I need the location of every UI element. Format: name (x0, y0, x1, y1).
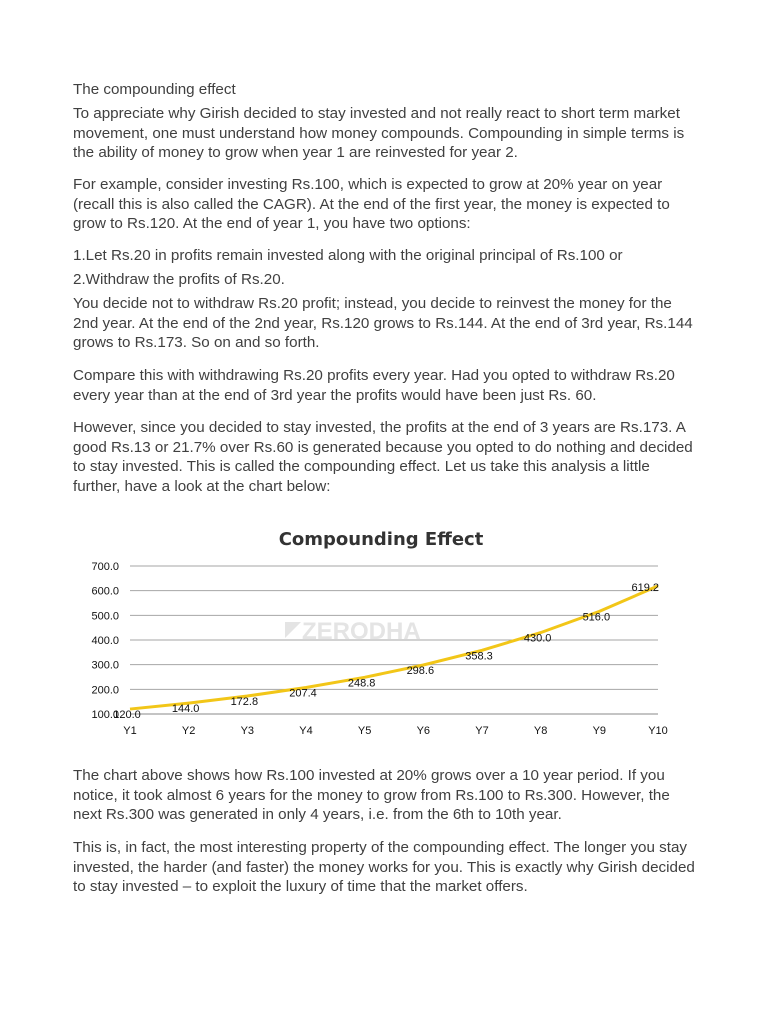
y-tick-label: 300.0 (91, 659, 119, 672)
x-tick-label: Y2 (181, 725, 196, 737)
data-label: 144.0 (171, 703, 200, 716)
data-label: 120.0 (113, 709, 141, 722)
x-axis-ticks (123, 725, 668, 737)
data-label: 516.0 (582, 611, 611, 624)
chart-title: Compounding Effect (278, 529, 484, 550)
zerodha-watermark (285, 618, 421, 645)
y-tick-label: 200.0 (91, 684, 119, 697)
zerodha-logo-icon (285, 622, 301, 638)
paragraph-4: Compare this with withdrawing Rs.20 profits every year. Had you opted to withdraw Rs.20 every year than at the end of 3rd year the profits would have been just Rs. 60. (73, 367, 675, 404)
y-tick-label: 100.0 (91, 709, 119, 721)
x-tick-label: Y5 (357, 725, 372, 737)
data-label: 172.8 (230, 696, 259, 709)
data-label: 619.2 (631, 581, 659, 594)
data-label: 248.8 (347, 677, 376, 690)
data-label: 298.6 (406, 665, 435, 678)
option-1: 1.Let Rs.20 in profits remain invested along with the original principal of Rs.100 or (73, 247, 623, 264)
paragraph-2: For example, consider investing Rs.100, which is expected to grow at 20% year on year (recall this is also called the CAGR). At the end of the first year, the money is expected to grow to Rs.120. At the end of year 1, you have two options: (73, 176, 670, 232)
x-tick-label: Y7 (475, 725, 489, 737)
section-heading: The compounding effect (73, 81, 236, 98)
x-tick-label: Y6 (416, 725, 431, 737)
y-tick-label: 400.0 (91, 635, 119, 647)
compounding-line (130, 586, 658, 709)
data-label: 358.3 (465, 650, 493, 663)
x-tick-label: Y8 (533, 725, 548, 737)
grid-lines (130, 566, 658, 714)
option-2: 2.Withdraw the profits of Rs.20. (73, 271, 285, 288)
y-tick-label: 500.0 (91, 610, 119, 623)
x-tick-label: Y9 (592, 725, 607, 737)
watermark-text: ZERODHA (302, 618, 421, 645)
x-tick-label: Y4 (299, 725, 313, 737)
data-label: 207.4 (289, 687, 317, 700)
paragraph-7: This is, in fact, the most interesting property of the compounding effect. The longer you stay invested, the harder (and faster) the money works for you. This is exactly why Girish decided to stay invested – to exploit the luxury of time that the market offers. (73, 839, 695, 895)
y-tick-label: 700.0 (91, 561, 119, 573)
y-axis-ticks (91, 561, 119, 721)
data-label: 430.0 (523, 632, 552, 645)
x-tick-label: Y3 (240, 725, 255, 737)
paragraph-5: However, since you decided to stay invested, the profits at the end of 3 years are Rs.173. A good Rs.13 or 21.7% over Rs.60 is generated because you opted to do nothing and decided to stay invested. This is called the compounding effect. Let us take this analysis a little further, have a look at the chart below: (73, 419, 693, 495)
y-tick-label: 600.0 (91, 585, 119, 598)
data-labels (113, 582, 659, 721)
paragraph-3: You decide not to withdraw Rs.20 profit; instead, you decide to reinvest the money for the 2nd year. At the end of the 2nd year, Rs.120 grows to Rs.144. At the end of 3rd year, Rs.144 grows to Rs.173. So on and so forth. (73, 295, 693, 351)
paragraph-6: The chart above shows how Rs.100 invested at 20% grows over a 10 year period. If you notice, it took almost 6 years for the money to grow from Rs.100 to Rs.300. However, the next Rs.300 was generated in only 4 years, i.e. from the 6th to 10th year. (73, 767, 670, 823)
x-tick-label: Y10 (648, 725, 668, 737)
compounding-chart (73, 518, 693, 748)
x-tick-label: Y1 (123, 725, 137, 737)
series-line (130, 586, 658, 709)
paragraph-1: To appreciate why Girish decided to stay invested and not really react to short term market movement, one must understand how money compounds. Compounding in simple terms is the ability of money to grow when year 1 are reinvested for year 2. (73, 105, 685, 161)
